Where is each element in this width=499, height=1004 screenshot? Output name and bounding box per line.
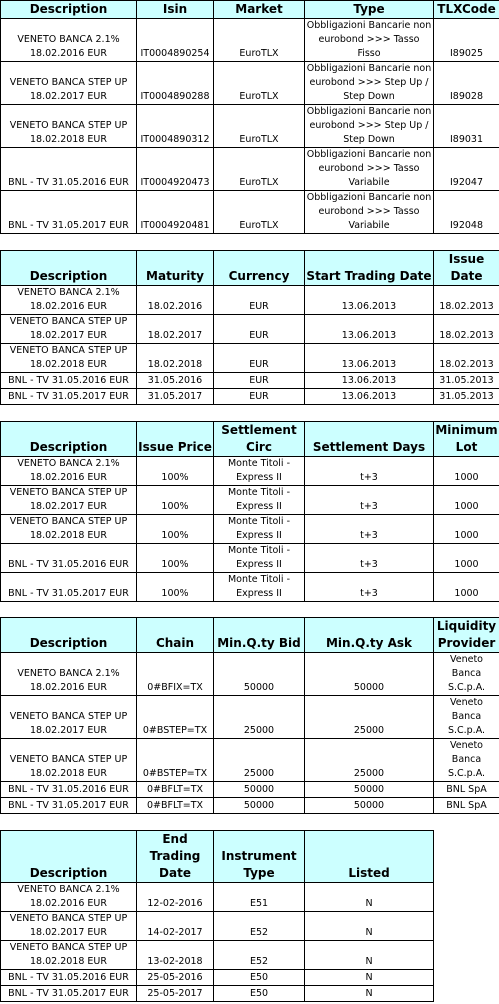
table-row	[1, 515, 499, 544]
cell-min-qty-bid: 50000	[214, 653, 305, 696]
col-header-minimum-lot: Minimum Lot	[434, 422, 499, 457]
cell-listed: N	[305, 986, 434, 1002]
cell-issue-price: 100%	[137, 515, 214, 544]
cell-min-qty-ask: 50000	[305, 798, 434, 814]
col-header-description: Description	[1, 251, 137, 286]
table-row	[1, 941, 434, 970]
table-header-row	[1, 831, 434, 883]
table-row	[1, 19, 499, 62]
table-row	[1, 191, 499, 234]
table-row	[1, 782, 499, 798]
cell-tlxcode: I89028	[434, 62, 499, 105]
table-row	[1, 148, 499, 191]
cell-end-trading-date: 25-05-2016	[137, 970, 214, 986]
col-header-description: Description	[1, 1, 137, 19]
cell-minimum-lot: 1000	[434, 544, 499, 573]
col-header-description: Description	[1, 618, 137, 653]
table-row	[1, 970, 434, 986]
cell-chain: 0#BSTEP=TX	[137, 739, 214, 782]
cell-issue-price: 100%	[137, 573, 214, 602]
col-header-liquidity-provider: Liquidity Provider	[434, 618, 499, 653]
cell-end-trading-date: 25-05-2017	[137, 986, 214, 1002]
table-header-row	[1, 618, 499, 653]
table-row	[1, 286, 499, 315]
cell-min-qty-ask: 25000	[305, 696, 434, 739]
cell-description: VENETO BANCA STEP UP 18.02.2017 EUR	[1, 315, 137, 344]
cell-liquidity-provider: BNL SpA	[434, 782, 499, 798]
cell-min-qty-bid: 25000	[214, 739, 305, 782]
cell-start-trading-date: 13.06.2013	[305, 344, 434, 373]
col-header-end-trading-date: End Trading Date	[137, 831, 214, 883]
cell-description: VENETO BANCA STEP UP 18.02.2017 EUR	[1, 912, 137, 941]
cell-description: VENETO BANCA STEP UP 18.02.2017 EUR	[1, 62, 137, 105]
table-header-row	[1, 422, 499, 457]
cell-chain: 0#BFLT=TX	[137, 782, 214, 798]
cell-description: BNL - TV 31.05.2017 EUR	[1, 573, 137, 602]
table-row	[1, 883, 434, 912]
cell-settlement-days: t+3	[305, 573, 434, 602]
cell-listed: N	[305, 970, 434, 986]
cell-currency: EUR	[214, 315, 305, 344]
table-row	[1, 653, 499, 696]
col-header-start-trading-date: Start Trading Date	[305, 251, 434, 286]
cell-liquidity-provider: Veneto Banca S.C.p.A.	[434, 696, 499, 739]
cell-tlxcode: I89031	[434, 105, 499, 148]
table-row	[1, 62, 499, 105]
cell-start-trading-date: 13.06.2013	[305, 389, 434, 405]
table-row	[1, 315, 499, 344]
cell-instrument-type: E52	[214, 941, 305, 970]
cell-settlement-circ: Monte Titoli - Express II	[214, 486, 305, 515]
cell-market: EuroTLX	[214, 62, 305, 105]
cell-settlement-circ: Monte Titoli - Express II	[214, 457, 305, 486]
cell-min-qty-bid: 50000	[214, 798, 305, 814]
cell-description: VENETO BANCA 2.1% 18.02.2016 EUR	[1, 286, 137, 315]
cell-currency: EUR	[214, 373, 305, 389]
table-row	[1, 912, 434, 941]
col-header-market: Market	[214, 1, 305, 19]
col-header-tlxcode: TLXCode	[434, 1, 499, 19]
col-header-settlement-days: Settlement Days	[305, 422, 434, 457]
cell-instrument-type: E50	[214, 970, 305, 986]
cell-liquidity-provider: Veneto Banca S.C.p.A.	[434, 653, 499, 696]
cell-description: VENETO BANCA 2.1% 18.02.2016 EUR	[1, 457, 137, 486]
cell-instrument-type: E51	[214, 883, 305, 912]
cell-start-trading-date: 13.06.2013	[305, 373, 434, 389]
cell-description: BNL - TV 31.05.2017 EUR	[1, 389, 137, 405]
table-listing-info	[0, 0, 499, 234]
cell-chain: 0#BFLT=TX	[137, 798, 214, 814]
col-header-currency: Currency	[214, 251, 305, 286]
cell-minimum-lot: 1000	[434, 515, 499, 544]
cell-currency: EUR	[214, 389, 305, 405]
cell-settlement-days: t+3	[305, 515, 434, 544]
cell-settlement-days: t+3	[305, 457, 434, 486]
cell-description: BNL - TV 31.05.2017 EUR	[1, 798, 137, 814]
cell-description: VENETO BANCA 2.1% 18.02.2016 EUR	[1, 883, 137, 912]
cell-type: Obbligazioni Bancarie non eurobond >>> Tasso Fisso	[305, 19, 434, 62]
table-row	[1, 696, 499, 739]
cell-settlement-circ: Monte Titoli - Express II	[214, 544, 305, 573]
cell-issue-date: 18.02.2013	[434, 286, 499, 315]
table-row	[1, 798, 499, 814]
col-header-issue-date: Issue Date	[434, 251, 499, 286]
table-row	[1, 389, 499, 405]
col-header-min-qty-ask: Min.Q.ty Ask	[305, 618, 434, 653]
cell-market: EuroTLX	[214, 191, 305, 234]
table-header-row	[1, 1, 499, 19]
table-liquidity	[0, 617, 499, 814]
cell-settlement-days: t+3	[305, 486, 434, 515]
cell-description: VENETO BANCA STEP UP 18.02.2018 EUR	[1, 105, 137, 148]
cell-settlement-circ: Monte Titoli - Express II	[214, 573, 305, 602]
cell-isin: IT0004920473	[137, 148, 214, 191]
cell-end-trading-date: 12-02-2016	[137, 883, 214, 912]
col-header-description: Description	[1, 831, 137, 883]
cell-market: EuroTLX	[214, 148, 305, 191]
cell-settlement-circ: Monte Titoli - Express II	[214, 515, 305, 544]
cell-tlxcode: I92048	[434, 191, 499, 234]
table-row	[1, 544, 499, 573]
cell-currency: EUR	[214, 286, 305, 315]
cell-chain: 0#BFIX=TX	[137, 653, 214, 696]
cell-type: Obbligazioni Bancarie non eurobond >>> Step Up / Step Down	[305, 62, 434, 105]
cell-description: BNL - TV 31.05.2017 EUR	[1, 986, 137, 1002]
cell-issue-date: 18.02.2013	[434, 344, 499, 373]
cell-isin: IT0004920481	[137, 191, 214, 234]
cell-start-trading-date: 13.06.2013	[305, 315, 434, 344]
cell-type: Obbligazioni Bancarie non eurobond >>> Step Up / Step Down	[305, 105, 434, 148]
col-header-isin: Isin	[137, 1, 214, 19]
cell-issue-date: 31.05.2013	[434, 373, 499, 389]
table-row	[1, 739, 499, 782]
cell-description: VENETO BANCA STEP UP 18.02.2017 EUR	[1, 696, 137, 739]
cell-type: Obbligazioni Bancarie non eurobond >>> Tasso Variabile	[305, 191, 434, 234]
cell-liquidity-provider: Veneto Banca S.C.p.A.	[434, 739, 499, 782]
cell-tlxcode: I89025	[434, 19, 499, 62]
cell-description: BNL - TV 31.05.2016 EUR	[1, 148, 137, 191]
col-header-settlement-circ: Settlement Circ	[214, 422, 305, 457]
col-header-listed: Listed	[305, 831, 434, 883]
table-row	[1, 457, 499, 486]
cell-description: VENETO BANCA STEP UP 18.02.2018 EUR	[1, 344, 137, 373]
cell-description: VENETO BANCA 2.1% 18.02.2016 EUR	[1, 653, 137, 696]
cell-minimum-lot: 1000	[434, 486, 499, 515]
cell-min-qty-bid: 50000	[214, 782, 305, 798]
cell-description: VENETO BANCA STEP UP 18.02.2018 EUR	[1, 515, 137, 544]
cell-instrument-type: E50	[214, 986, 305, 1002]
table-settlement	[0, 421, 499, 602]
cell-maturity: 31.05.2017	[137, 389, 214, 405]
cell-maturity: 18.02.2016	[137, 286, 214, 315]
cell-min-qty-ask: 50000	[305, 782, 434, 798]
cell-description: VENETO BANCA STEP UP 18.02.2018 EUR	[1, 941, 137, 970]
cell-issue-price: 100%	[137, 544, 214, 573]
cell-description: VENETO BANCA 2.1% 18.02.2016 EUR	[1, 19, 137, 62]
table-header-row	[1, 251, 499, 286]
cell-issue-date: 31.05.2013	[434, 389, 499, 405]
cell-issue-date: 18.02.2013	[434, 315, 499, 344]
table-row	[1, 105, 499, 148]
col-header-type: Type	[305, 1, 434, 19]
cell-type: Obbligazioni Bancarie non eurobond >>> Tasso Variabile	[305, 148, 434, 191]
cell-listed: N	[305, 912, 434, 941]
col-header-maturity: Maturity	[137, 251, 214, 286]
cell-currency: EUR	[214, 344, 305, 373]
cell-listed: N	[305, 941, 434, 970]
cell-minimum-lot: 1000	[434, 573, 499, 602]
cell-maturity: 18.02.2017	[137, 315, 214, 344]
cell-market: EuroTLX	[214, 19, 305, 62]
cell-issue-price: 100%	[137, 486, 214, 515]
cell-isin: IT0004890254	[137, 19, 214, 62]
cell-description: BNL - TV 31.05.2017 EUR	[1, 191, 137, 234]
cell-isin: IT0004890312	[137, 105, 214, 148]
cell-instrument-type: E52	[214, 912, 305, 941]
cell-market: EuroTLX	[214, 105, 305, 148]
table-trading-status	[0, 830, 434, 1002]
cell-minimum-lot: 1000	[434, 457, 499, 486]
cell-issue-price: 100%	[137, 457, 214, 486]
cell-settlement-days: t+3	[305, 544, 434, 573]
cell-maturity: 18.02.2018	[137, 344, 214, 373]
cell-maturity: 31.05.2016	[137, 373, 214, 389]
col-header-issue-price: Issue Price	[137, 422, 214, 457]
cell-isin: IT0004890288	[137, 62, 214, 105]
col-header-description: Description	[1, 422, 137, 457]
cell-description: BNL - TV 31.05.2016 EUR	[1, 782, 137, 798]
cell-min-qty-ask: 50000	[305, 653, 434, 696]
cell-listed: N	[305, 883, 434, 912]
table-dates	[0, 250, 499, 405]
table-row	[1, 373, 499, 389]
cell-tlxcode: I92047	[434, 148, 499, 191]
table-row	[1, 573, 499, 602]
cell-start-trading-date: 13.06.2013	[305, 286, 434, 315]
cell-description: BNL - TV 31.05.2016 EUR	[1, 970, 137, 986]
table-row	[1, 486, 499, 515]
table-row	[1, 986, 434, 1002]
table-row	[1, 344, 499, 373]
col-header-chain: Chain	[137, 618, 214, 653]
col-header-min-qty-bid: Min.Q.ty Bid	[214, 618, 305, 653]
cell-description: VENETO BANCA STEP UP 18.02.2017 EUR	[1, 486, 137, 515]
cell-min-qty-bid: 25000	[214, 696, 305, 739]
cell-description: BNL - TV 31.05.2016 EUR	[1, 373, 137, 389]
cell-chain: 0#BSTEP=TX	[137, 696, 214, 739]
cell-end-trading-date: 14-02-2017	[137, 912, 214, 941]
col-header-instrument-type: Instrument Type	[214, 831, 305, 883]
cell-description: BNL - TV 31.05.2016 EUR	[1, 544, 137, 573]
cell-description: VENETO BANCA STEP UP 18.02.2018 EUR	[1, 739, 137, 782]
cell-min-qty-ask: 25000	[305, 739, 434, 782]
cell-end-trading-date: 13-02-2018	[137, 941, 214, 970]
cell-liquidity-provider: BNL SpA	[434, 798, 499, 814]
